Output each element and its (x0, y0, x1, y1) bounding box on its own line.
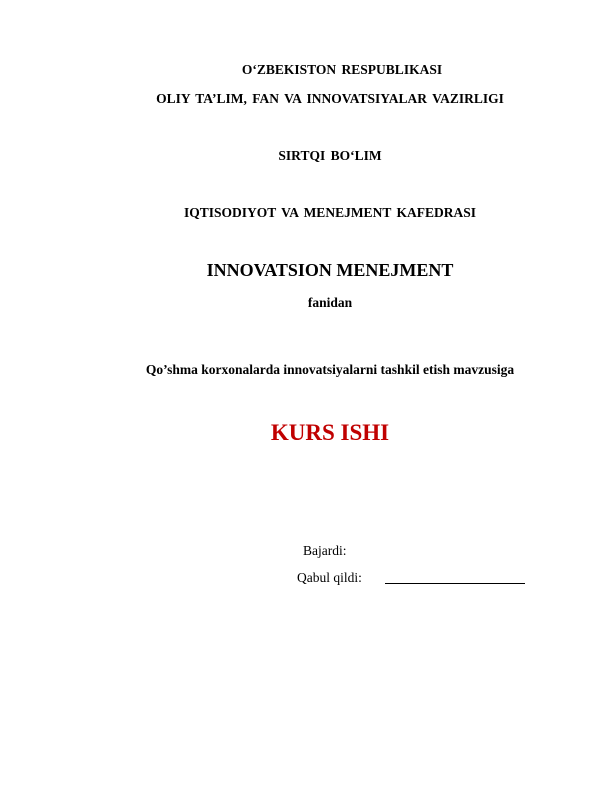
signature-underline (385, 583, 525, 584)
done-by-label: Bajardi: (303, 543, 347, 558)
kafedra-heading: IQTISODIYOT VA MENEJMENT KAFEDRASI (184, 205, 476, 220)
subject-title: INNOVATSION MENEJMENT (206, 260, 454, 280)
subject-suffix: fanidan (307, 295, 353, 310)
accepted-by-label: Qabul qildi: (297, 570, 362, 585)
work-type-title: KURS ISHI (270, 420, 390, 445)
ministry-heading: OLIY TA’LIM, FAN VA INNOVATSIYALAR VAZIRLIGI (156, 91, 504, 106)
republic-heading: O‘ZBEKISTON RESPUBLIKASI (241, 62, 443, 77)
topic-line: Qo’shma korxonalarda innovatsiyalarni tashkil etish mavzusiga (145, 362, 515, 377)
department-heading: SIRTQI BO‘LIM (278, 148, 382, 163)
